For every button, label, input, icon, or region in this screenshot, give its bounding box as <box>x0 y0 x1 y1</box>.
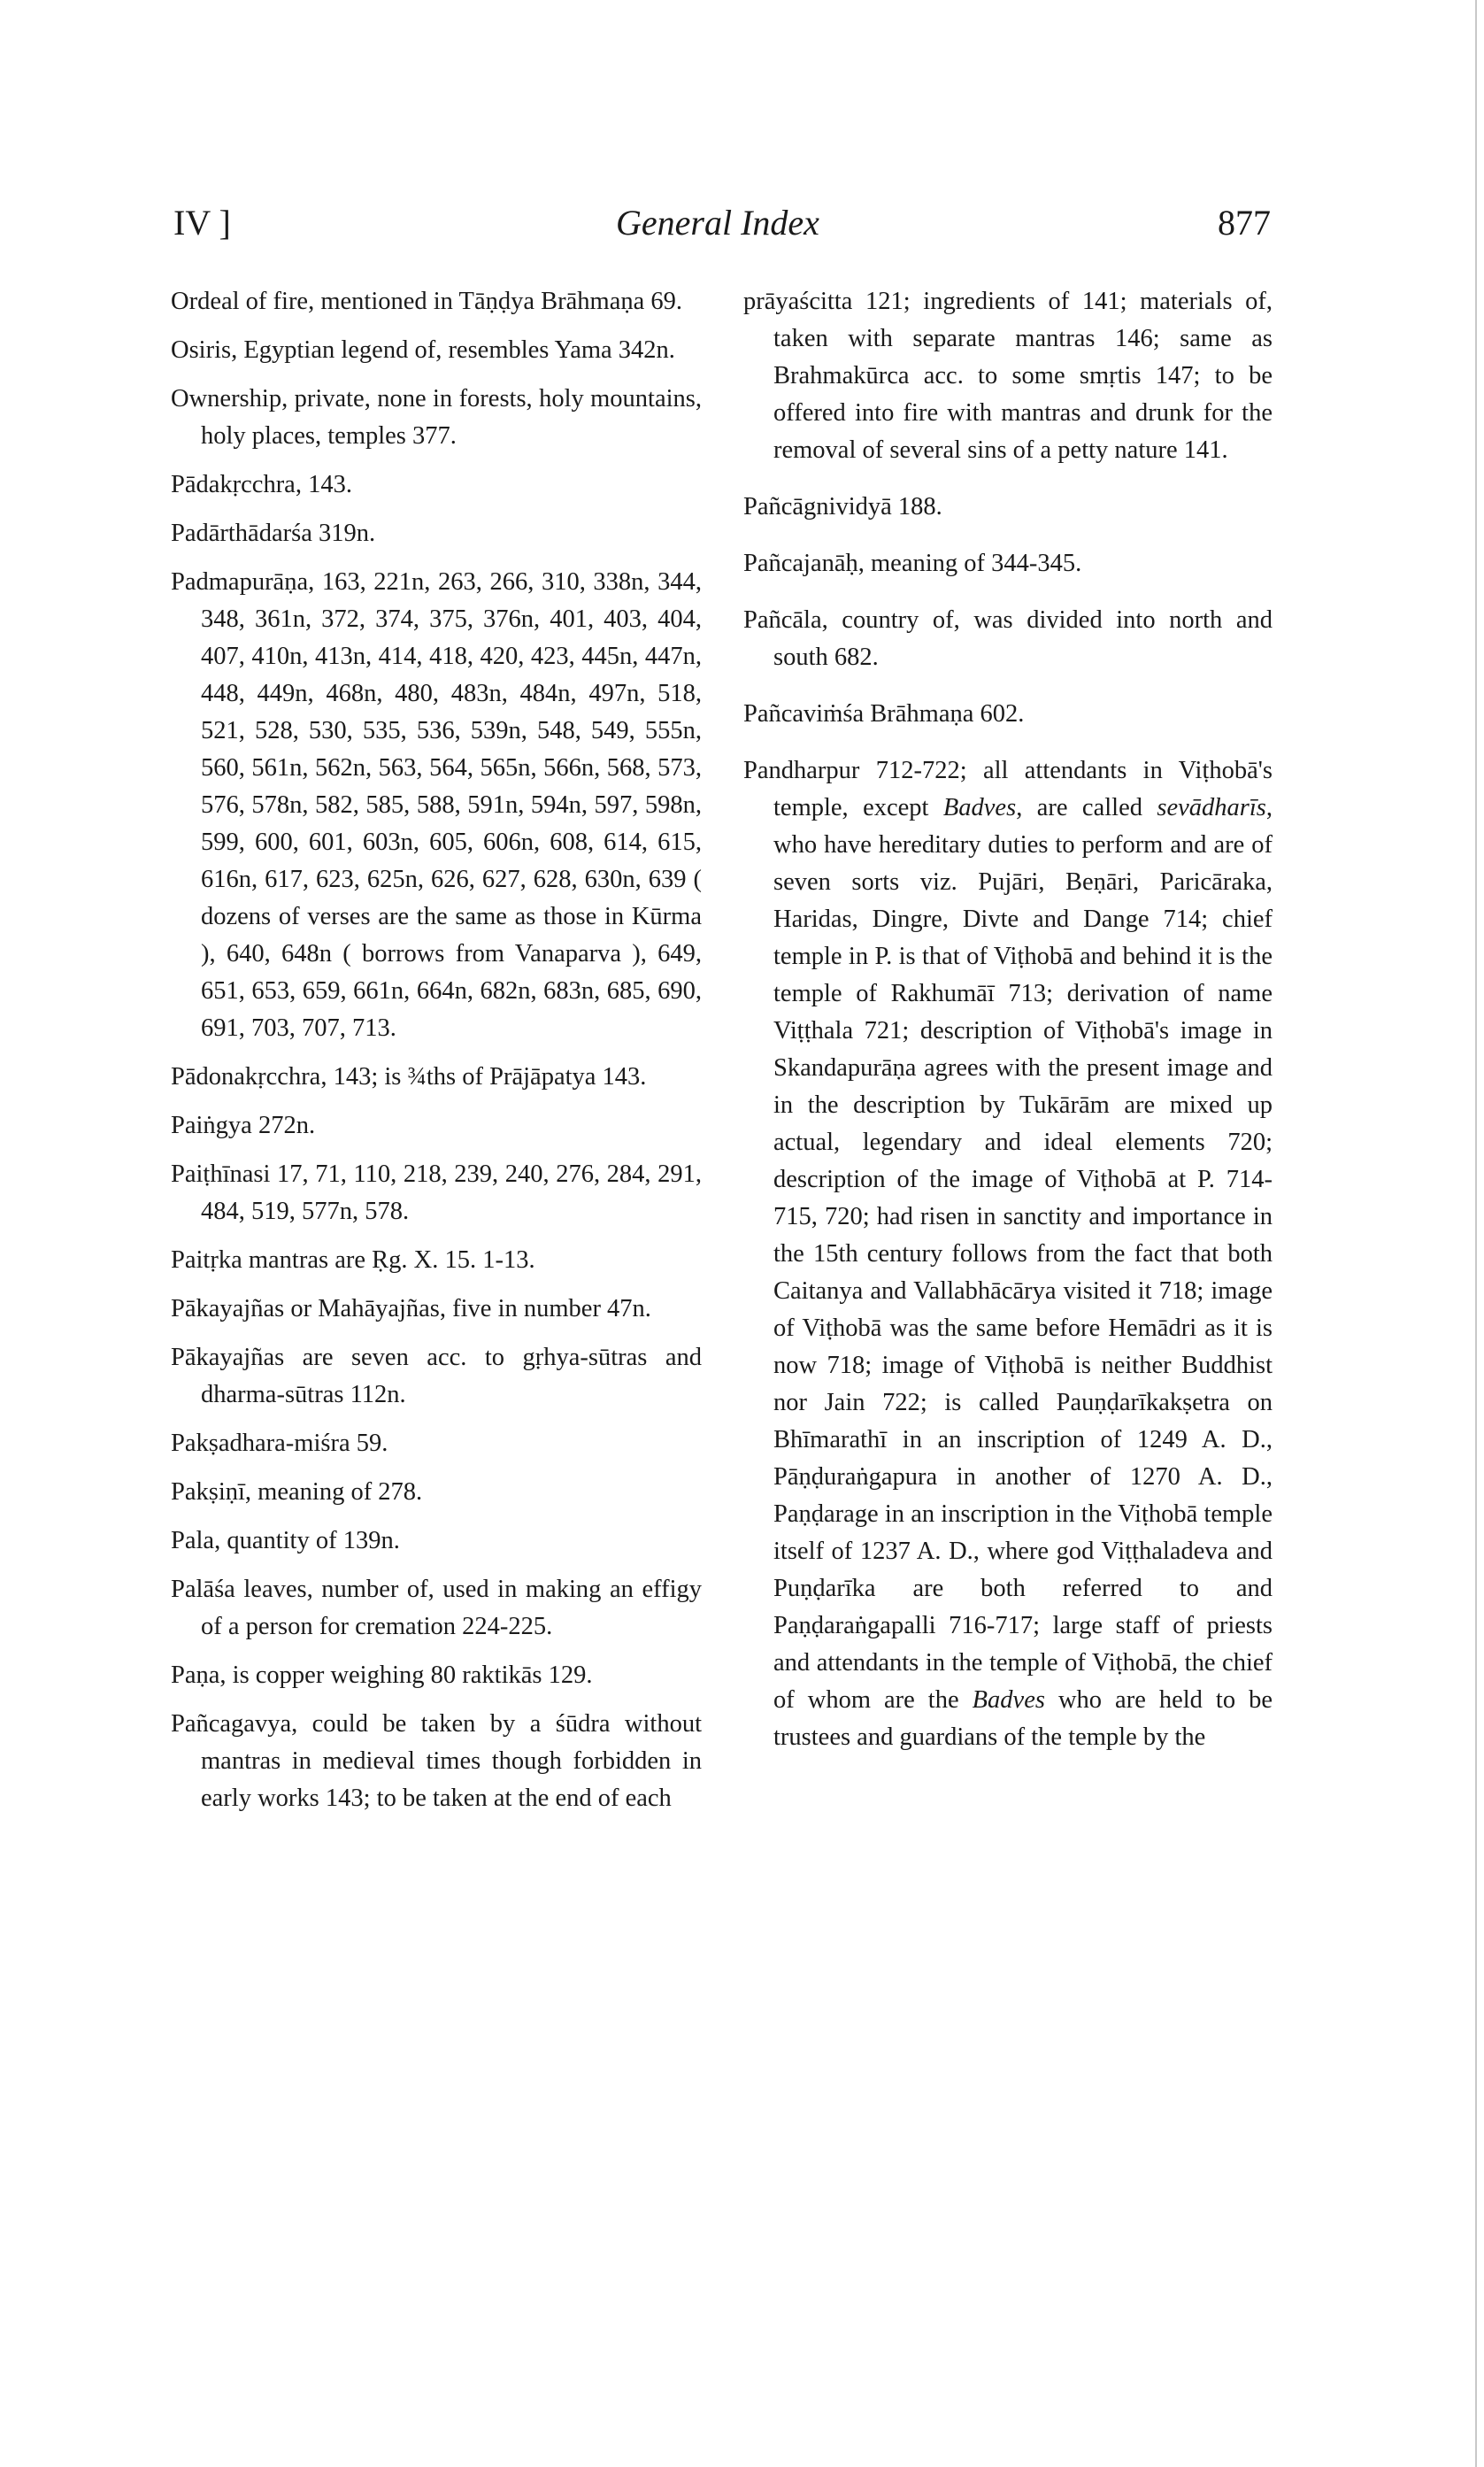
entry-text: , who have hereditary duties to perform and are of seven sorts viz. Pujāri, Beṇāri, Paricāraka, Haridas, Dingre, Divte and Dange 714; chief temple in P. is that of Viṭhobā and behind it is the temple of Rakhumāī 713; derivation of name Viṭṭhala 721; description of Viṭhobā's image in Skandapurāṇa agrees with the present image and in the description by Tukārām are mixed up actual, legendary and ideal elements 720; description of the image of Viṭhobā at P. 714-715, 720; had risen in sanctity and importance in the 15th century follows from the fact that both Caitanya and Vallabhācārya visited it 718; image of Viṭhobā was the same before Hemādri as it is now 718; image of Viṭhobā is neither Buddhist nor Jain 722; is called Pauṇḍarīkakṣetra on Bhīmarathī in an inscription of 1249 A. D., Pāṇḍuraṅgapura in another of 1270 A. D., Paṇḍarage in an inscription in the Viṭhobā temple itself of 1237 A. D., where god Viṭṭhaladeva and Puṇḍarīka are both referred to and Paṇḍaraṅgapalli 716-717; large staff of priests and attendants in the temple of Viṭhobā, the chief of whom are the <box>773 794 1273 1714</box>
index-entry-pandharpur <box>743 752 1273 1756</box>
index-column-right <box>743 283 1273 1768</box>
index-entry: Pañcaviṁśa Brāhmaṇa 602. <box>743 700 1025 728</box>
page-edge-line <box>1475 0 1477 2467</box>
continued-entry: prāyaścitta 121; ingredients of 141; materials of, taken with separate mantras 146; same as Brahmakūrca acc. to some smṛtis 147; to be offered into fire with mantras and drunk for the removal of several sins of a petty nature 141. <box>743 288 1273 464</box>
index-entry: Pañcāgnividyā 188. <box>743 493 942 520</box>
index-entry: Palāśa leaves, number of, used in making an effigy of a person for cremation 224-225. <box>171 1576 702 1640</box>
entry-italic-term: Badves <box>972 1686 1045 1714</box>
entry-italic-term: Badves <box>942 794 1017 821</box>
page-number: 877 <box>1218 203 1271 243</box>
entry-italic-term: sevādharīs <box>1157 794 1266 821</box>
entry-text: who are held to be trustees and guardians of the temple by the <box>773 1686 1273 1751</box>
index-entry: Osiris, Egyptian legend of, resembles Yama 342n. <box>171 336 675 364</box>
index-entry: Paiṭhīnasi 17, 71, 110, 218, 239, 240, 276, 284, 291, 484, 519, 577n, 578. <box>171 1160 702 1225</box>
page-header <box>173 202 1271 255</box>
index-entry: Pala, quantity of 139n. <box>171 1527 400 1554</box>
entry-text: , are called <box>1016 794 1157 821</box>
index-entry: Pādonakṛcchra, 143; is ¾ths of Prājāpatya 143. <box>171 1063 647 1091</box>
index-entry: Pādakṛcchra, 143. <box>171 471 352 498</box>
volume-label: IV ] <box>173 203 231 243</box>
index-entry: Paiṅgya 272n. <box>171 1112 316 1139</box>
index-entry: Ownership, private, none in forests, holy mountains, holy places, temples 377. <box>171 385 702 450</box>
index-entry: Paitṛka mantras are Ṛg. X. 15. 1-13. <box>171 1246 535 1274</box>
index-entry: Pakṣadhara-miśra 59. <box>171 1430 388 1457</box>
entry-text: Pandharpur 712-722; all attendants in Viṭhobā's temple, except <box>743 757 1273 821</box>
index-entry: Pañcajanāḥ, meaning of 344-345. <box>743 550 1082 577</box>
index-entry: Padārthādarśa 319n. <box>171 520 376 547</box>
index-entry: Pañcāla, country of, was divided into north and south 682. <box>743 606 1273 671</box>
index-entry: Pañcagavya, could be taken by a śūdra without mantras in medieval times though forbidden in early works 143; to be taken at the end of each <box>171 1710 702 1812</box>
index-entry: Pākayajñas are seven acc. to gṛhya-sūtras and dharma-sūtras 112n. <box>171 1344 702 1408</box>
index-entry: Paṇa, is copper weighing 80 raktikās 129. <box>171 1661 593 1689</box>
index-entry: Pakṣiṇī, meaning of 278. <box>171 1478 423 1506</box>
index-entry: Pākayajñas or Mahāyajñas, five in number 47n. <box>171 1295 651 1322</box>
index-column-left <box>171 283 702 1829</box>
index-entry: Padmapurāṇa, 163, 221n, 263, 266, 310, 338n, 344, 348, 361n, 372, 374, 375, 376n, 401, 403, 404, 407, 410n, 413n, 414, 418, 420, 423, 445n, 447n, 448, 449n, 468n, 480, 483n, 484n, 497n, 518, 521, 528, 530, 535, 536, 539n, 548, 549, 555n, 560, 561n, 562n, 563, 564, 565n, 566n, 568, 573, 576, 578n, 582, 585, 588, 591n, 594n, 597, 598n, 599, 600, 601, 603n, 605, 606n, 608, 614, 615, 616n, 617, 623, 625n, 626, 627, 628, 630n, 639 ( dozens of verses are the same as those in Kūrma ), 640, 648n ( borrows from Vanaparva ), 649, 651, 653, 659, 661n, 664n, 682n, 683n, 685, 690, 691, 703, 707, 713. <box>171 568 702 1042</box>
index-entry: Ordeal of fire, mentioned in Tāṇḍya Brāhmaṇa 69. <box>171 288 682 315</box>
running-title: General Index <box>616 203 819 243</box>
